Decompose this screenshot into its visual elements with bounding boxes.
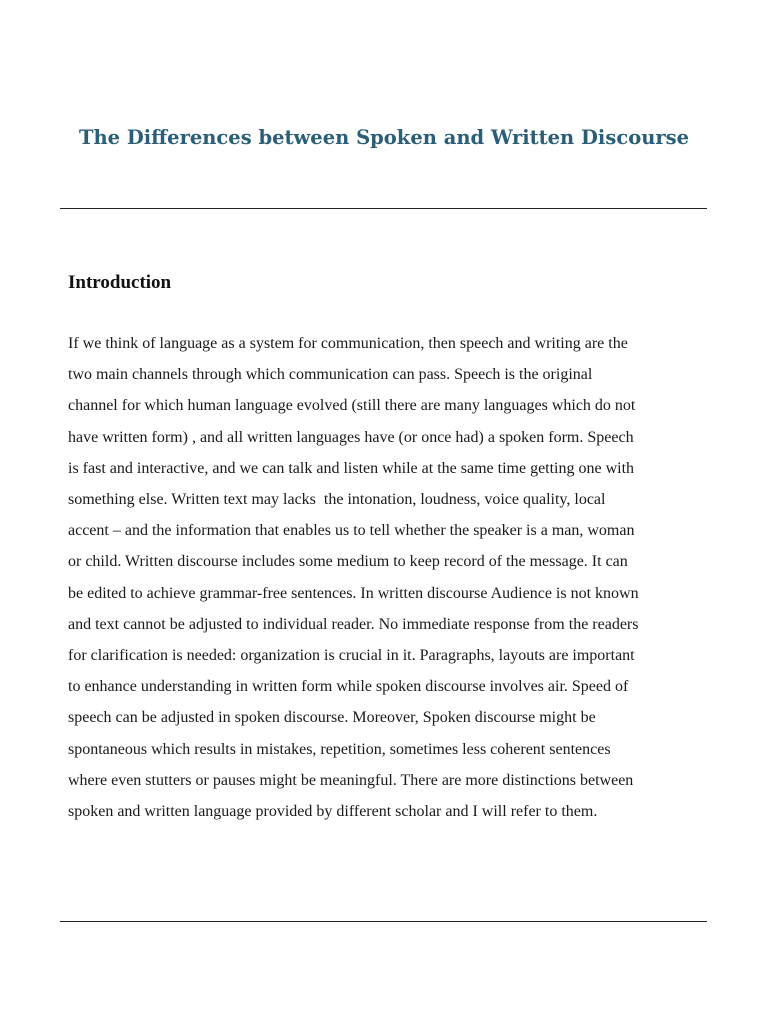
bottom-divider	[60, 921, 707, 922]
paragraph-line: have written form) , and all written languages have (or once had) a spoken form. Speech	[68, 428, 634, 446]
paragraph-line: spoken and written language provided by different scholar and I will refer to them.	[68, 803, 598, 821]
paragraph-line: If we think of language as a system for communication, then speech and writing are the	[68, 335, 628, 352]
paragraph-line: or child. Written discourse includes some medium to keep record of the message. It can	[68, 553, 628, 571]
paragraph-line: for clarification is needed: organization is crucial in it. Paragraphs, layouts are important	[68, 647, 635, 665]
paragraph-line: where even stutters or pauses might be meaningful. There are more distinctions between	[68, 771, 634, 789]
paragraph-line: accent – and the information that enables us to tell whether the speaker is a man, woman	[68, 522, 635, 540]
paragraph-line: be edited to achieve grammar-free sentences. In written discourse Audience is not known	[68, 584, 639, 602]
paragraph-line: spontaneous which results in mistakes, repetition, sometimes less coherent sentences	[68, 740, 611, 758]
paragraph-line: is fast and interactive, and we can talk and listen while at the same time getting one with	[68, 459, 635, 477]
paragraph-line: something else. Written text may lacks the intonation, loudness, voice quality, local	[68, 491, 606, 509]
paragraph-line: speech can be adjusted in spoken discourse. Moreover, Spoken discourse might be	[68, 709, 596, 727]
paragraph-line: and text cannot be adjusted to individual reader. No immediate response from the readers	[68, 615, 639, 633]
paragraph-line: to enhance understanding in written form while spoken discourse involves air. Speed of	[68, 678, 629, 696]
top-divider	[60, 208, 707, 209]
intro-paragraph	[68, 328, 708, 827]
section-heading: Introduction	[68, 272, 172, 293]
document-title: The Differences between Spoken and Written Discourse	[78, 126, 690, 149]
paragraph-line: two main channels through which communication can pass. Speech is the original	[68, 366, 593, 384]
paragraph-line: channel for which human language evolved (still there are many languages which do not	[68, 397, 636, 415]
